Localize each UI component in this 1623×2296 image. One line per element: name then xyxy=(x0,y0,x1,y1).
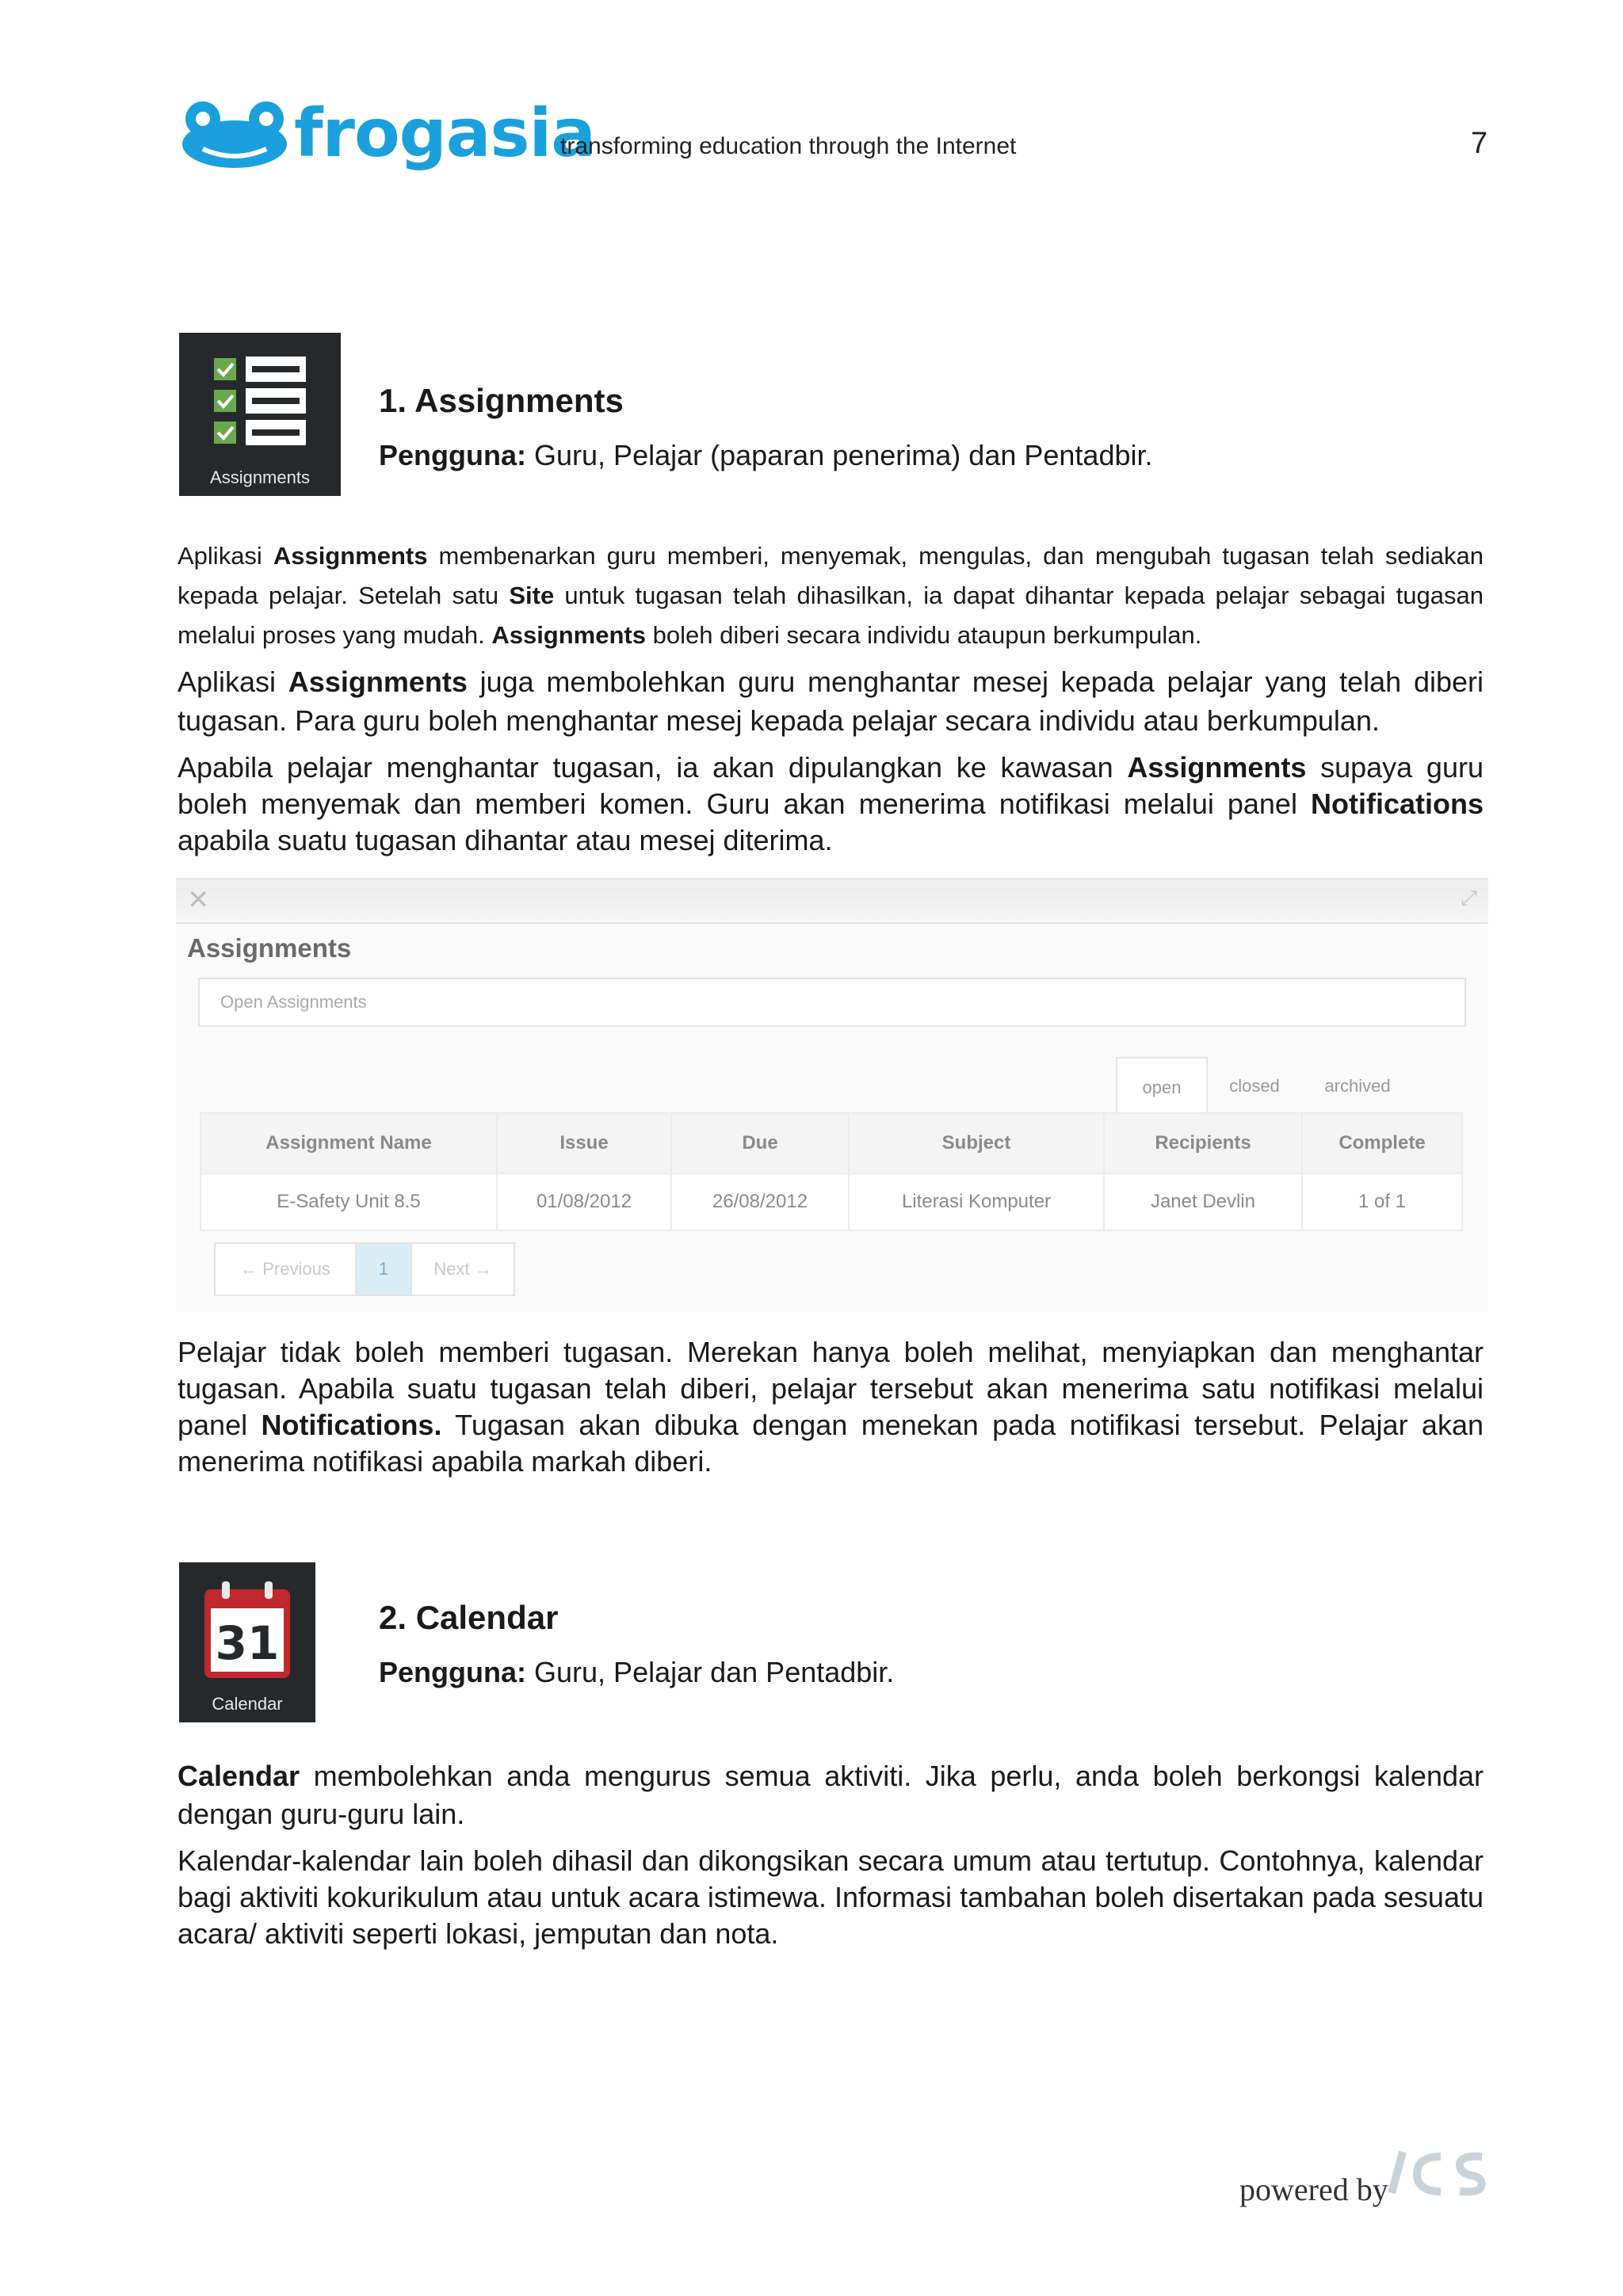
calendar-day-number: 31 xyxy=(215,1616,280,1670)
table-cell: Literasi Komputer xyxy=(849,1173,1104,1230)
tab-archived[interactable]: archived xyxy=(1324,1076,1391,1096)
page-1-button[interactable]: 1 xyxy=(357,1244,412,1295)
next-page-button[interactable]: Next → xyxy=(433,1259,492,1279)
window-title: Assignments xyxy=(187,933,352,963)
paragraph: Kalendar-kalendar lain boleh dihasil dan dikongsikan secara umum atau tertutup. Contohnya, kalendar bagi aktiviti kokurikulum atau untuk acara istimewa. Informasi tambahan boleh disertakan pada sesuatu acara/ aktiviti seperti lokasi, jemputan dan nota. xyxy=(178,1844,1484,1950)
checklist-icon xyxy=(214,355,309,450)
powered-by-text: powered by xyxy=(1239,2172,1388,2207)
paragraph: Aplikasi Assignments membenarkan guru memberi, menyemak, mengulas, dan mengubah tugasan telah sediakan kepada pelajar. Setelah satu Site untuk tugasan telah dihasilkan, ia dapat dihantar kepada pelajar sebagai tugasan melalui proses yang mudah. Assignments boleh diberi secara individu ataupun berkumpulan. xyxy=(178,542,1484,649)
filter-value: Open Assignments xyxy=(220,992,367,1012)
column-header[interactable]: Assignment Name xyxy=(200,1113,497,1173)
tab-open[interactable]: open xyxy=(1116,1057,1208,1112)
column-header[interactable]: Due xyxy=(671,1113,849,1173)
paragraph: Aplikasi Assignments juga membolehkan guru menghantar mesej kepada pelajar yang telah diberi tugasan. Para guru boleh menghantar mesej kepada pelajar secara individu atau berkumpulan. xyxy=(178,666,1484,737)
calendar-icon xyxy=(201,1580,293,1683)
table-row[interactable] xyxy=(200,1173,1462,1230)
frogasia-logo xyxy=(179,93,595,173)
previous-page-button[interactable]: ← Previous xyxy=(216,1244,357,1295)
table-cell: 01/08/2012 xyxy=(497,1173,671,1230)
table-cell: E-Safety Unit 8.5 xyxy=(200,1173,497,1230)
tagline: transforming education through the Internet xyxy=(560,133,1017,159)
assignment-filter-select[interactable] xyxy=(198,978,1466,1027)
users-line-calendar xyxy=(379,1656,894,1689)
column-header[interactable]: Complete xyxy=(1302,1113,1462,1173)
section-title-assignments: 1. Assignments xyxy=(379,382,624,419)
partner-logo xyxy=(1385,2145,1488,2198)
column-header[interactable]: Issue xyxy=(497,1113,671,1173)
assignments-app-icon xyxy=(179,333,341,496)
brand-name: frogasia xyxy=(294,94,595,172)
column-header[interactable]: Recipients xyxy=(1104,1113,1302,1173)
expand-icon[interactable]: ⤢ xyxy=(1461,886,1477,910)
table-cell: Janet Devlin xyxy=(1104,1173,1302,1230)
tab-closed[interactable]: closed xyxy=(1229,1076,1280,1096)
paragraph: Pelajar tidak boleh memberi tugasan. Merekan hanya boleh melihat, menyiapkan dan menghantar tugasan. Apabila suatu tugasan telah diberi, pelajar tersebut akan menerima satu notifikasi melalui panel Notifications. Tugasan akan dibuka dengan menekan pada notifikasi tersebut. Pelajar akan menerima notifikasi apabila markah diberi. xyxy=(178,1336,1484,1478)
close-icon[interactable]: ✕ xyxy=(187,885,210,915)
paragraph: Apabila pelajar menghantar tugasan, ia akan dipulangkan ke kawasan Assignments supaya guru boleh menyemak dan memberi komen. Guru akan menerima notifikasi melalui panel Notifications apabila suatu tugasan dihantar atau mesej diterima. xyxy=(178,751,1484,856)
window-toolbar xyxy=(176,878,1488,924)
page-number: 7 xyxy=(1471,127,1488,160)
column-header[interactable]: Subject xyxy=(849,1113,1104,1173)
frog-icon xyxy=(179,100,290,173)
paragraph: Calendar membolehkan anda mengurus semua aktiviti. Jika perlu, anda boleh berkongsi kalendar dengan guru-guru lain. xyxy=(178,1760,1484,1830)
users-label: Pengguna: xyxy=(379,439,526,471)
calendar-app-icon xyxy=(179,1562,315,1722)
table-header-row xyxy=(200,1113,1462,1173)
section-title-calendar: 2. Calendar xyxy=(379,1599,559,1636)
icon-label: Assignments xyxy=(210,467,310,487)
table-cell: 1 of 1 xyxy=(1302,1173,1462,1230)
assignments-table xyxy=(200,1112,1463,1231)
users-text: Guru, Pelajar dan Pentadbir. xyxy=(534,1656,895,1688)
pagination xyxy=(214,1242,515,1296)
table-cell: 26/08/2012 xyxy=(671,1173,849,1230)
users-text: Guru, Pelajar (paparan penerima) dan Pentadbir. xyxy=(534,439,1153,471)
assignments-screenshot xyxy=(176,878,1488,1312)
users-line-assignments xyxy=(379,439,1152,472)
icon-label: Calendar xyxy=(212,1694,283,1714)
users-label: Pengguna: xyxy=(379,1656,526,1688)
